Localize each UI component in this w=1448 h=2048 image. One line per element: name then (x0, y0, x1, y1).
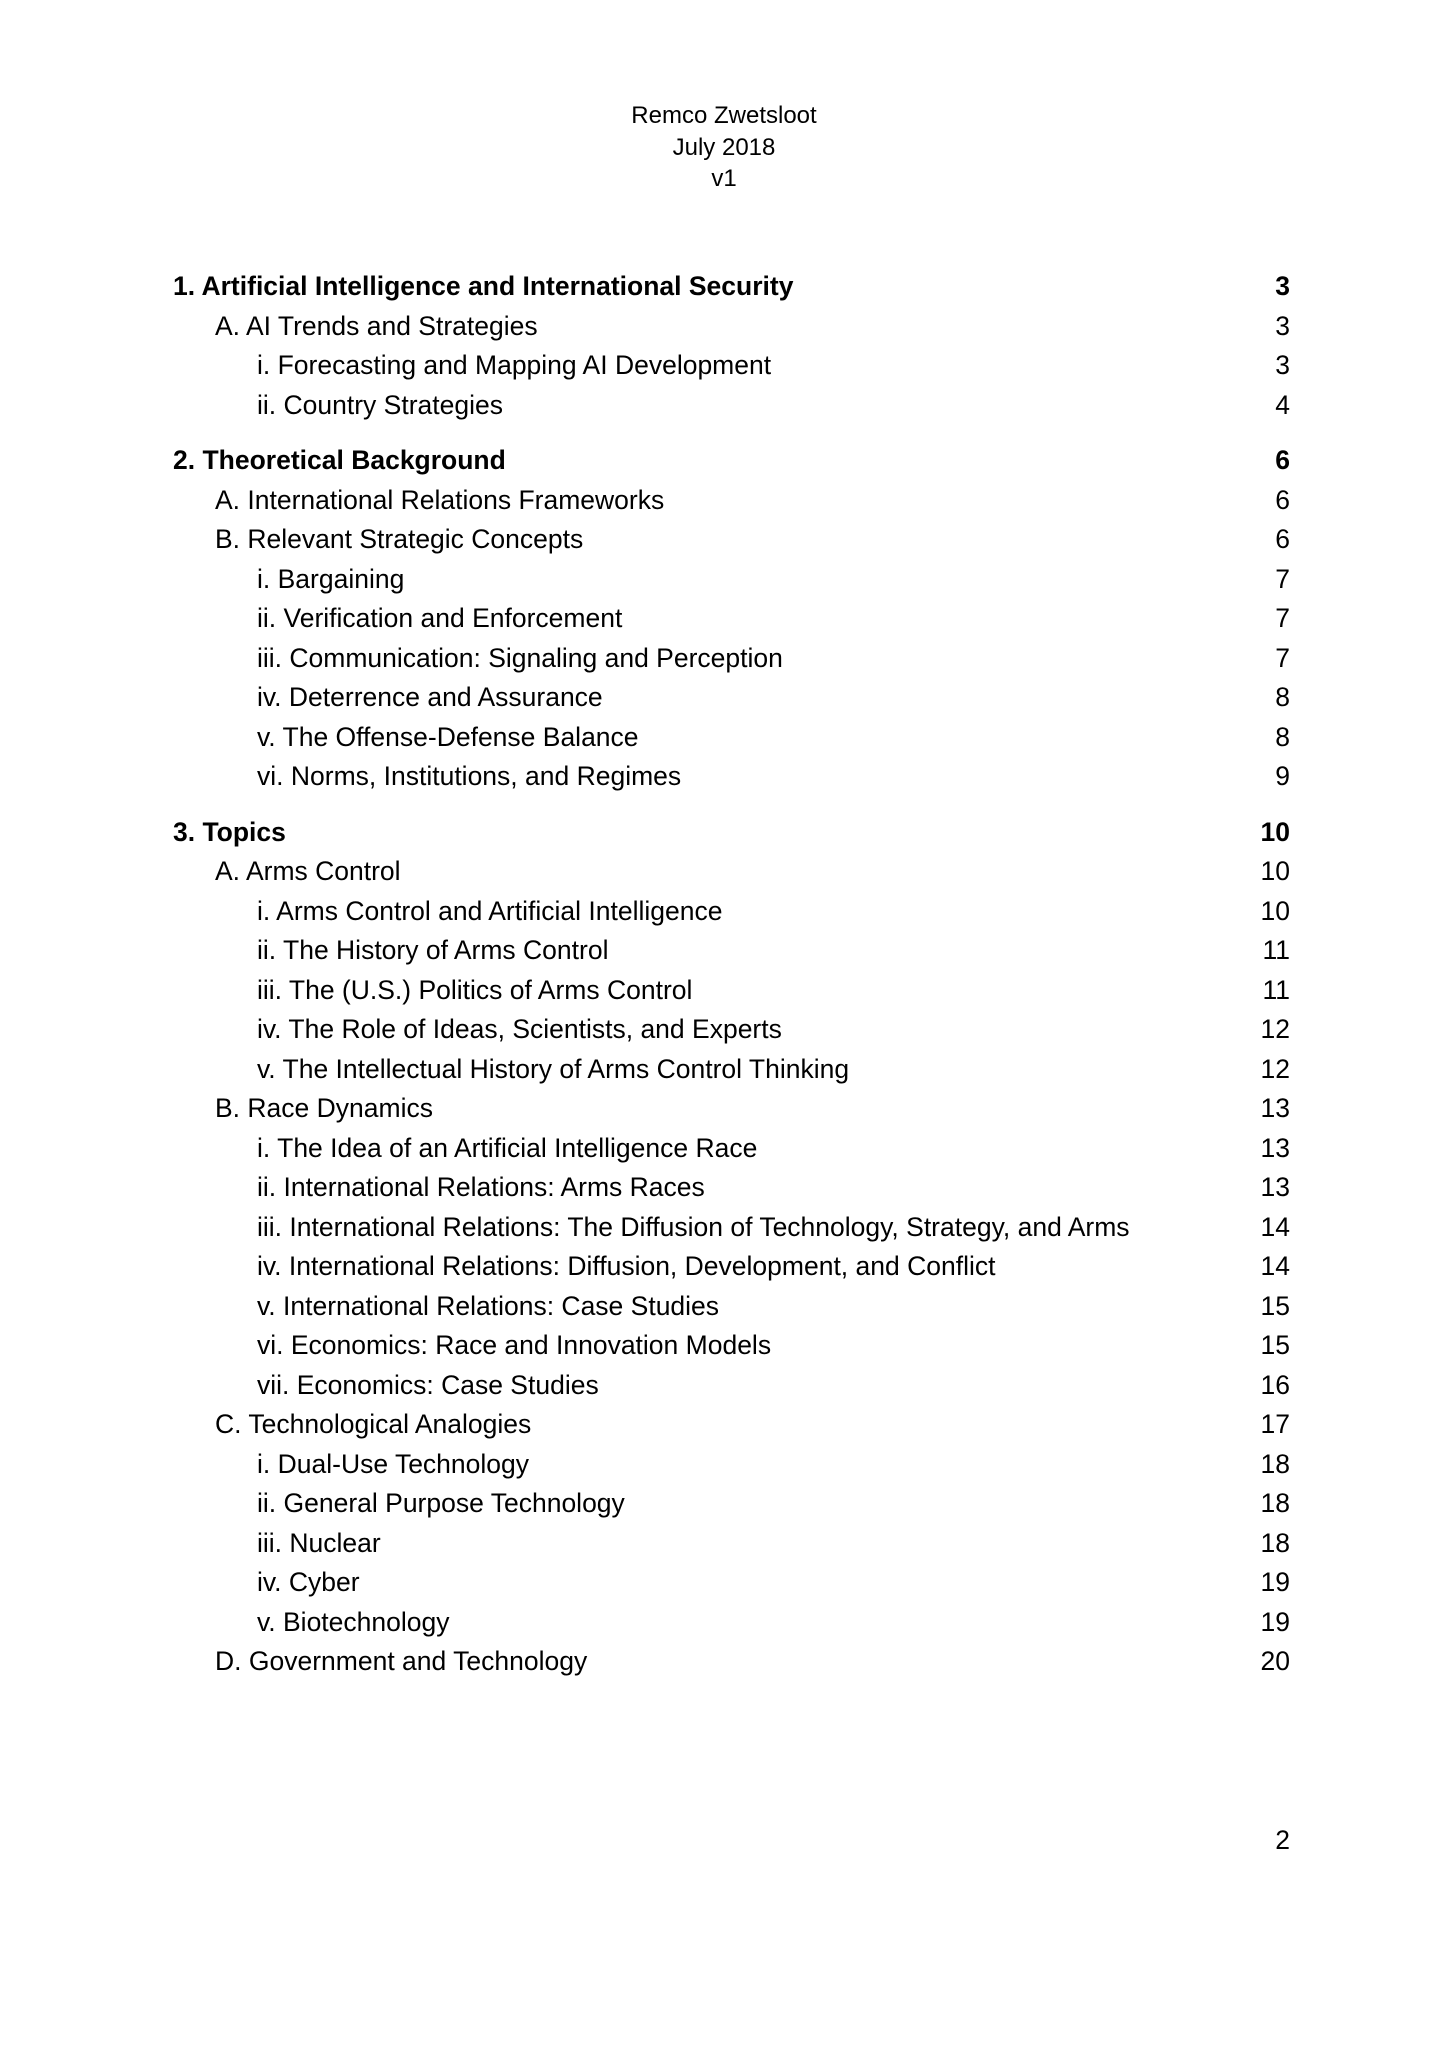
toc-item-entry[interactable] (173, 1287, 1290, 1327)
toc-entry-title: v. The Offense-Defense Balance (257, 721, 639, 752)
toc-entry-page: 10 (1260, 816, 1290, 847)
document-header (0, 100, 1448, 195)
toc-entry-page: 11 (1262, 935, 1290, 965)
toc-entry-page: 14 (1260, 1211, 1290, 1242)
toc-entry-page: 19 (1260, 1606, 1290, 1637)
toc-entry-title: vi. Norms, Institutions, and Regimes (257, 761, 682, 791)
toc-item-entry[interactable] (173, 1247, 1290, 1287)
toc-entry-title: 2. Theoretical Background (173, 445, 506, 475)
toc-entry-title: iv. Deterrence and Assurance (257, 682, 603, 712)
toc-entry-page: 16 (1260, 1369, 1290, 1400)
toc-entry-title: ii. General Purpose Technology (257, 1488, 625, 1518)
toc-item-entry[interactable] (173, 1445, 1290, 1485)
toc-entry-page: 7 (1275, 563, 1290, 594)
toc-entry-page: 3 (1275, 271, 1290, 301)
toc-entry-page: 15 (1260, 1330, 1290, 1360)
toc-item-entry[interactable] (173, 386, 1290, 426)
toc-item-entry[interactable] (173, 1326, 1290, 1366)
toc-entry-page: 10 (1260, 856, 1290, 886)
toc-entry-page: 13 (1260, 1093, 1290, 1123)
toc-entry-page: 8 (1275, 682, 1290, 712)
toc-item-entry[interactable] (173, 1603, 1290, 1643)
toc-entry-title: iv. The Role of Ideas, Scientists, and Experts (257, 1014, 782, 1044)
toc-entry-title: iii. Communication: Signaling and Perception (257, 642, 783, 673)
toc-entry-title: v. The Intellectual History of Arms Control Thinking (257, 1053, 850, 1084)
toc-entry-page: 6 (1275, 445, 1290, 475)
toc-item-entry[interactable] (173, 931, 1290, 971)
toc-entry-page: 17 (1260, 1409, 1290, 1439)
toc-entry-title: ii. Country Strategies (257, 389, 503, 420)
toc-item-entry[interactable] (173, 1366, 1290, 1406)
toc-item-entry[interactable] (173, 1129, 1290, 1169)
toc-item-entry[interactable] (173, 1208, 1290, 1248)
toc-entry-page: 9 (1275, 761, 1290, 791)
toc-entry-page: 18 (1260, 1488, 1290, 1518)
toc-entry-title: ii. Verification and Enforcement (257, 603, 623, 633)
toc-entry-title: B. Race Dynamics (215, 1093, 433, 1123)
toc-item-entry[interactable] (173, 560, 1290, 600)
toc-entry-page: 15 (1260, 1290, 1290, 1321)
toc-entry-title: iv. Cyber (257, 1567, 360, 1597)
document-date: July 2018 (672, 133, 776, 161)
toc-section-entry[interactable] (173, 267, 1290, 307)
toc-entry-title: B. Relevant Strategic Concepts (215, 524, 584, 554)
toc-entry-page: 13 (1260, 1172, 1290, 1202)
toc-section-entry[interactable] (173, 441, 1290, 481)
toc-subsection-entry[interactable] (173, 852, 1290, 892)
toc-entry-title: i. Arms Control and Artificial Intelligence (257, 895, 723, 926)
toc-entry-title: C. Technological Analogies (215, 1409, 532, 1439)
author-name: Remco Zwetsloot (631, 102, 817, 129)
toc-subsection-entry[interactable] (173, 1642, 1290, 1682)
toc-entry-page: 7 (1275, 642, 1290, 673)
toc-entry-page: 3 (1275, 310, 1290, 341)
toc-entry-title: i. Bargaining (257, 563, 405, 594)
toc-item-entry[interactable] (173, 599, 1290, 639)
toc-subsection-entry[interactable] (173, 1405, 1290, 1445)
toc-section-entry[interactable] (173, 813, 1290, 853)
toc-entry-title: iii. Nuclear (257, 1527, 381, 1558)
toc-subsection-entry[interactable] (173, 520, 1290, 560)
toc-item-entry[interactable] (173, 971, 1290, 1011)
table-of-contents (173, 267, 1290, 1682)
toc-entry-title: 1. Artificial Intelligence and International Security (173, 271, 794, 301)
toc-item-entry[interactable] (173, 1050, 1290, 1090)
toc-entry-title: 3. Topics (173, 816, 286, 847)
toc-entry-page: 12 (1260, 1014, 1290, 1044)
toc-item-entry[interactable] (173, 678, 1290, 718)
toc-entry-title: i. Forecasting and Mapping AI Development (257, 350, 772, 380)
toc-entry-title: v. International Relations: Case Studies (257, 1290, 720, 1321)
toc-entry-page: 20 (1260, 1646, 1290, 1676)
toc-item-entry[interactable] (173, 1563, 1290, 1603)
toc-entry-page: 11 (1262, 974, 1290, 1005)
toc-item-entry[interactable] (173, 757, 1290, 797)
toc-item-entry[interactable] (173, 1010, 1290, 1050)
toc-subsection-entry[interactable] (173, 307, 1290, 347)
toc-subsection-entry[interactable] (173, 1089, 1290, 1129)
toc-entry-title: vii. Economics: Case Studies (257, 1369, 599, 1400)
toc-item-entry[interactable] (173, 1168, 1290, 1208)
toc-subsection-entry[interactable] (173, 481, 1290, 521)
toc-entry-page: 13 (1260, 1132, 1290, 1163)
toc-entry-title: iii. International Relations: The Diffusion of Technology, Strategy, and Arms (257, 1211, 1130, 1242)
toc-item-entry[interactable] (173, 346, 1290, 386)
toc-entry-title: i. Dual-Use Technology (257, 1448, 530, 1479)
toc-entry-page: 7 (1275, 603, 1290, 633)
toc-item-entry[interactable] (173, 892, 1290, 932)
toc-entry-page: 4 (1275, 389, 1290, 420)
page-number: 2 (1275, 1825, 1290, 1855)
toc-item-entry[interactable] (173, 1484, 1290, 1524)
toc-entry-title: iv. International Relations: Diffusion, Development, and Conflict (257, 1251, 996, 1281)
toc-entry-page: 19 (1260, 1567, 1290, 1597)
toc-entry-page: 8 (1275, 721, 1290, 752)
toc-entry-title: A. AI Trends and Strategies (215, 310, 538, 341)
toc-item-entry[interactable] (173, 718, 1290, 758)
toc-entry-page: 6 (1275, 484, 1290, 515)
toc-entry-title: A. Arms Control (215, 856, 401, 886)
toc-entry-title: D. Government and Technology (215, 1646, 588, 1676)
toc-entry-page: 6 (1275, 524, 1290, 554)
toc-entry-page: 10 (1260, 895, 1290, 926)
toc-entry-page: 14 (1260, 1251, 1290, 1281)
toc-entry-page: 18 (1260, 1527, 1290, 1558)
toc-entry-title: v. Biotechnology (257, 1606, 450, 1637)
document-version: v1 (711, 165, 737, 192)
toc-entry-title: i. The Idea of an Artificial Intelligence Race (257, 1132, 758, 1163)
toc-entry-title: vi. Economics: Race and Innovation Models (257, 1330, 772, 1360)
toc-entry-title: iii. The (U.S.) Politics of Arms Control (257, 974, 693, 1005)
toc-item-entry[interactable] (173, 639, 1290, 679)
toc-entry-page: 12 (1260, 1053, 1290, 1084)
toc-entry-page: 3 (1275, 350, 1290, 380)
toc-entry-title: ii. The History of Arms Control (257, 935, 609, 965)
toc-item-entry[interactable] (173, 1524, 1290, 1564)
toc-entry-page: 18 (1260, 1448, 1290, 1479)
toc-entry-title: A. International Relations Frameworks (215, 484, 665, 515)
toc-entry-title: ii. International Relations: Arms Races (257, 1172, 705, 1202)
